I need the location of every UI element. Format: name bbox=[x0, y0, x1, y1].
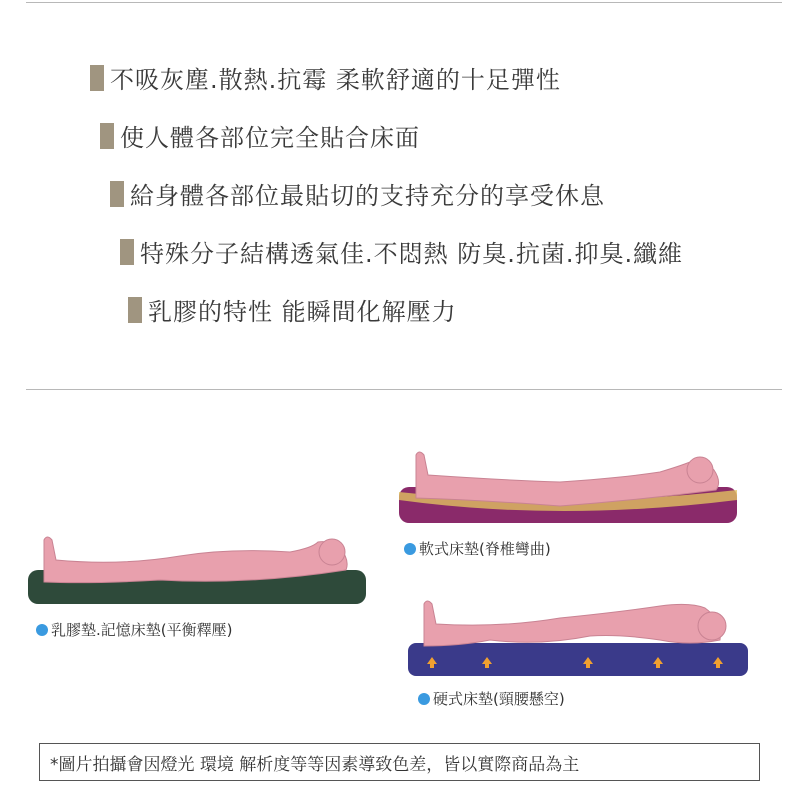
feature-text: 特殊分子結構透氣佳.不悶熱 防臭.抗菌.抑臭.纖維 bbox=[140, 240, 684, 268]
blue-dot-icon bbox=[404, 543, 416, 555]
disclaimer-text: *圖片拍攝會因燈光 環境 解析度等等因素導致色差，皆以實際商品為主 bbox=[50, 754, 580, 775]
feature-text: 使人體各部位完全貼合床面 bbox=[120, 124, 420, 152]
hard-mattress-figure bbox=[408, 601, 748, 676]
blue-dot-icon bbox=[36, 624, 48, 636]
soft-mattress-caption: 軟式床墊(脊椎彎曲) bbox=[404, 538, 551, 559]
feature-text: 不吸灰塵.散熱.抗霉 柔軟舒適的十足彈性 bbox=[110, 66, 561, 94]
latex-mattress-caption: 乳膠墊.記憶床墊(平衡釋壓) bbox=[36, 619, 232, 640]
soft-mattress-figure bbox=[399, 452, 737, 523]
blue-dot-icon bbox=[418, 693, 430, 705]
latex-mattress-figure bbox=[28, 537, 366, 604]
hard-mattress-caption: 硬式床墊(頸腰懸空) bbox=[418, 688, 565, 709]
feature-text: 給身體各部位最貼切的支持充分的享受休息 bbox=[130, 182, 605, 210]
feature-text: 乳膠的特性 能瞬間化解壓力 bbox=[148, 298, 457, 326]
color-disclaimer bbox=[39, 743, 760, 781]
